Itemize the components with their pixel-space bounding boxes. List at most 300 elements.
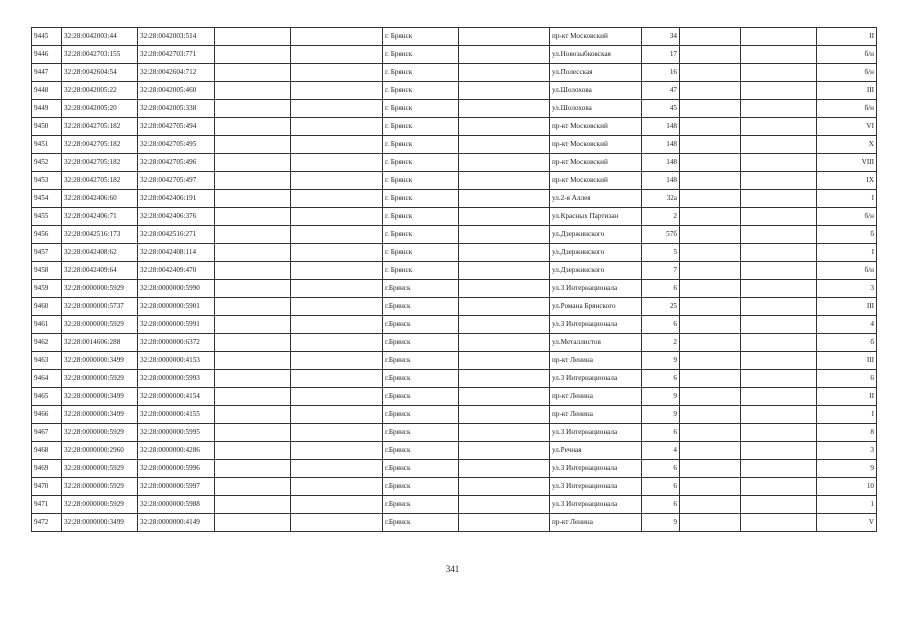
cell-city: г. Брянск xyxy=(383,226,459,244)
cell-empty-column-11 xyxy=(741,334,817,352)
table-row xyxy=(32,496,877,514)
cell-empty-column-10 xyxy=(680,280,741,298)
cell-premise-number: б xyxy=(817,226,877,244)
cell-building-number: 32:28:0042005:338 xyxy=(138,100,215,118)
cell-house-number: 4 xyxy=(642,442,680,460)
cell-empty-column-10 xyxy=(680,244,741,262)
cell-building-number: 32:28:0000000:6372 xyxy=(138,334,215,352)
cell-empty-column-11 xyxy=(741,298,817,316)
cell-row-number: 9466 xyxy=(32,406,62,424)
cell-city: г.Брянск xyxy=(383,316,459,334)
cell-premise-number: 3 xyxy=(817,442,877,460)
cell-empty-column-4 xyxy=(215,424,291,442)
cell-empty-column-4 xyxy=(215,64,291,82)
cell-premise-number: IX xyxy=(817,172,877,190)
cell-city: г. Брянск xyxy=(383,262,459,280)
cell-empty-column-10 xyxy=(680,136,741,154)
cell-premise-number: 8 xyxy=(817,424,877,442)
cell-empty-column-10 xyxy=(680,118,741,136)
cell-street: ул.Дзержинского xyxy=(550,262,642,280)
cell-row-number: 9445 xyxy=(32,28,62,46)
cell-city: г.Брянск xyxy=(383,298,459,316)
cell-row-number: 9460 xyxy=(32,298,62,316)
cell-empty-column-5 xyxy=(291,316,383,334)
cell-row-number: 9454 xyxy=(32,190,62,208)
cell-land-parcel-number: 32:28:0042409:64 xyxy=(62,262,138,280)
cell-house-number: 6 xyxy=(642,478,680,496)
cell-street: пр-кт Ленина xyxy=(550,352,642,370)
cell-empty-column-11 xyxy=(741,64,817,82)
cell-empty-column-5 xyxy=(291,226,383,244)
cell-building-number: 32:28:0000000:4149 xyxy=(138,514,215,532)
table-row xyxy=(32,388,877,406)
cell-city: г.Брянск xyxy=(383,478,459,496)
cell-building-number: 32:28:0042705:495 xyxy=(138,136,215,154)
cell-land-parcel-number: 32:28:0042005:22 xyxy=(62,82,138,100)
cell-empty-column-11 xyxy=(741,280,817,298)
cell-row-number: 9464 xyxy=(32,370,62,388)
cell-city: г.Брянск xyxy=(383,280,459,298)
table-row xyxy=(32,514,877,532)
table-row xyxy=(32,100,877,118)
cell-building-number: 32:28:0042705:497 xyxy=(138,172,215,190)
cell-empty-column-7 xyxy=(459,478,550,496)
cell-empty-column-7 xyxy=(459,154,550,172)
cell-premise-number: б/н xyxy=(817,64,877,82)
cell-building-number: 32:28:0000000:5993 xyxy=(138,370,215,388)
cell-empty-column-7 xyxy=(459,226,550,244)
cell-street: пр-кт Ленина xyxy=(550,406,642,424)
cell-house-number: 25 xyxy=(642,298,680,316)
cell-empty-column-7 xyxy=(459,334,550,352)
cell-building-number: 32:28:0042409:470 xyxy=(138,262,215,280)
cell-row-number: 9469 xyxy=(32,460,62,478)
cell-empty-column-4 xyxy=(215,46,291,64)
cell-empty-column-7 xyxy=(459,514,550,532)
cell-house-number: 47 xyxy=(642,82,680,100)
cell-premise-number: V xyxy=(817,514,877,532)
cell-city: г. Брянск xyxy=(383,154,459,172)
cell-empty-column-11 xyxy=(741,316,817,334)
cell-empty-column-10 xyxy=(680,208,741,226)
cell-row-number: 9462 xyxy=(32,334,62,352)
cell-empty-column-10 xyxy=(680,442,741,460)
cell-empty-column-11 xyxy=(741,370,817,388)
cell-premise-number: б/н xyxy=(817,46,877,64)
cell-building-number: 32:28:0000000:4155 xyxy=(138,406,215,424)
cell-empty-column-7 xyxy=(459,388,550,406)
registry-table xyxy=(31,27,877,532)
cell-street: пр-кт Ленина xyxy=(550,514,642,532)
cell-empty-column-11 xyxy=(741,388,817,406)
cell-empty-column-4 xyxy=(215,118,291,136)
cell-street: ул.Новозыбковская xyxy=(550,46,642,64)
cell-building-number: 32:28:0042408:114 xyxy=(138,244,215,262)
cell-row-number: 9467 xyxy=(32,424,62,442)
cell-house-number: 6 xyxy=(642,496,680,514)
cell-land-parcel-number: 32:28:0000000:2960 xyxy=(62,442,138,460)
cell-city: г. Брянск xyxy=(383,64,459,82)
cell-row-number: 9470 xyxy=(32,478,62,496)
cell-street: ул.3 Интернационала xyxy=(550,316,642,334)
table-row xyxy=(32,82,877,100)
cell-empty-column-4 xyxy=(215,28,291,46)
table-row xyxy=(32,136,877,154)
cell-street: ул.2-я Аллея xyxy=(550,190,642,208)
cell-empty-column-10 xyxy=(680,298,741,316)
cell-empty-column-11 xyxy=(741,496,817,514)
cell-city: г.Брянск xyxy=(383,424,459,442)
cell-empty-column-7 xyxy=(459,262,550,280)
cell-empty-column-10 xyxy=(680,388,741,406)
cell-premise-number: I xyxy=(817,244,877,262)
cell-empty-column-11 xyxy=(741,28,817,46)
table-body xyxy=(32,28,877,532)
cell-empty-column-11 xyxy=(741,442,817,460)
table-row xyxy=(32,208,877,226)
cell-house-number: 6 xyxy=(642,460,680,478)
cell-empty-column-5 xyxy=(291,496,383,514)
cell-empty-column-10 xyxy=(680,226,741,244)
cell-building-number: 32:28:0042005:460 xyxy=(138,82,215,100)
cell-empty-column-11 xyxy=(741,478,817,496)
cell-premise-number: I xyxy=(817,406,877,424)
cell-premise-number: III xyxy=(817,298,877,316)
cell-empty-column-10 xyxy=(680,82,741,100)
cell-empty-column-7 xyxy=(459,64,550,82)
cell-building-number: 32:28:0042406:376 xyxy=(138,208,215,226)
cell-empty-column-11 xyxy=(741,190,817,208)
cell-land-parcel-number: 32:28:0042406:60 xyxy=(62,190,138,208)
cell-empty-column-7 xyxy=(459,136,550,154)
cell-street: пр-кт Московский xyxy=(550,28,642,46)
cell-empty-column-5 xyxy=(291,334,383,352)
cell-empty-column-4 xyxy=(215,496,291,514)
cell-empty-column-7 xyxy=(459,190,550,208)
cell-empty-column-11 xyxy=(741,100,817,118)
cell-land-parcel-number: 32:28:0042005:20 xyxy=(62,100,138,118)
cell-row-number: 9468 xyxy=(32,442,62,460)
cell-street: ул.Металлистов xyxy=(550,334,642,352)
cell-empty-column-10 xyxy=(680,406,741,424)
cell-street: ул.Романа Брянского xyxy=(550,298,642,316)
cell-empty-column-4 xyxy=(215,478,291,496)
cell-empty-column-4 xyxy=(215,136,291,154)
cell-empty-column-5 xyxy=(291,460,383,478)
cell-premise-number: б/н xyxy=(817,100,877,118)
cell-row-number: 9452 xyxy=(32,154,62,172)
cell-city: г. Брянск xyxy=(383,118,459,136)
cell-premise-number: 1 xyxy=(817,496,877,514)
cell-empty-column-7 xyxy=(459,172,550,190)
table-row xyxy=(32,64,877,82)
cell-empty-column-5 xyxy=(291,442,383,460)
cell-empty-column-5 xyxy=(291,280,383,298)
cell-empty-column-7 xyxy=(459,280,550,298)
table-row xyxy=(32,298,877,316)
cell-empty-column-11 xyxy=(741,208,817,226)
cell-empty-column-10 xyxy=(680,190,741,208)
table-row xyxy=(32,46,877,64)
cell-empty-column-7 xyxy=(459,118,550,136)
cell-building-number: 32:28:0000000:5996 xyxy=(138,460,215,478)
cell-land-parcel-number: 32:28:0042406:71 xyxy=(62,208,138,226)
cell-land-parcel-number: 32:28:0042408:62 xyxy=(62,244,138,262)
cell-premise-number: VIII xyxy=(817,154,877,172)
cell-city: г.Брянск xyxy=(383,334,459,352)
cell-empty-column-5 xyxy=(291,28,383,46)
cell-row-number: 9449 xyxy=(32,100,62,118)
cell-empty-column-10 xyxy=(680,460,741,478)
cell-house-number: 5 xyxy=(642,244,680,262)
cell-empty-column-5 xyxy=(291,190,383,208)
table-row xyxy=(32,442,877,460)
cell-empty-column-4 xyxy=(215,460,291,478)
cell-house-number: 148 xyxy=(642,172,680,190)
table-row xyxy=(32,280,877,298)
cell-house-number: 9 xyxy=(642,352,680,370)
cell-premise-number: б/н xyxy=(817,208,877,226)
cell-land-parcel-number: 32:28:0000000:3499 xyxy=(62,514,138,532)
cell-empty-column-4 xyxy=(215,388,291,406)
cell-city: г. Брянск xyxy=(383,190,459,208)
cell-row-number: 9457 xyxy=(32,244,62,262)
cell-premise-number: II xyxy=(817,388,877,406)
cell-land-parcel-number: 32:28:0000000:3499 xyxy=(62,388,138,406)
cell-empty-column-4 xyxy=(215,100,291,118)
cell-street: ул.3 Интернационала xyxy=(550,370,642,388)
cell-empty-column-11 xyxy=(741,46,817,64)
table-row xyxy=(32,316,877,334)
cell-empty-column-5 xyxy=(291,118,383,136)
cell-empty-column-5 xyxy=(291,370,383,388)
cell-street: пр-кт Московский xyxy=(550,118,642,136)
cell-empty-column-7 xyxy=(459,424,550,442)
table-row xyxy=(32,154,877,172)
cell-land-parcel-number: 32:28:0000000:5929 xyxy=(62,280,138,298)
cell-row-number: 9447 xyxy=(32,64,62,82)
cell-house-number: 45 xyxy=(642,100,680,118)
cell-empty-column-11 xyxy=(741,154,817,172)
cell-premise-number: б xyxy=(817,334,877,352)
cell-empty-column-5 xyxy=(291,154,383,172)
cell-building-number: 32:28:0000000:5990 xyxy=(138,280,215,298)
cell-house-number: 9 xyxy=(642,388,680,406)
cell-empty-column-4 xyxy=(215,370,291,388)
cell-land-parcel-number: 32:28:0042705:182 xyxy=(62,172,138,190)
cell-empty-column-7 xyxy=(459,496,550,514)
cell-empty-column-7 xyxy=(459,370,550,388)
cell-land-parcel-number: 32:28:0000000:5929 xyxy=(62,424,138,442)
cell-row-number: 9448 xyxy=(32,82,62,100)
cell-empty-column-5 xyxy=(291,100,383,118)
cell-empty-column-11 xyxy=(741,514,817,532)
cell-land-parcel-number: 32:28:0000000:5737 xyxy=(62,298,138,316)
cell-city: г.Брянск xyxy=(383,442,459,460)
cell-street: ул.Шолохова xyxy=(550,82,642,100)
cell-building-number: 32:28:0042703:771 xyxy=(138,46,215,64)
cell-empty-column-5 xyxy=(291,244,383,262)
cell-premise-number: III xyxy=(817,82,877,100)
cell-land-parcel-number: 32:28:0000000:5929 xyxy=(62,316,138,334)
cell-empty-column-11 xyxy=(741,406,817,424)
cell-empty-column-4 xyxy=(215,208,291,226)
cell-building-number: 32:28:0000000:4286 xyxy=(138,442,215,460)
cell-empty-column-4 xyxy=(215,298,291,316)
cell-land-parcel-number: 32:28:0042705:182 xyxy=(62,118,138,136)
cell-street: ул.Красных Партизан xyxy=(550,208,642,226)
cell-empty-column-7 xyxy=(459,460,550,478)
cell-empty-column-10 xyxy=(680,352,741,370)
cell-premise-number: VI xyxy=(817,118,877,136)
cell-house-number: 6 xyxy=(642,370,680,388)
cell-building-number: 32:28:0042705:496 xyxy=(138,154,215,172)
cell-land-parcel-number: 32:28:0042705:182 xyxy=(62,154,138,172)
cell-city: г.Брянск xyxy=(383,388,459,406)
cell-city: г. Брянск xyxy=(383,244,459,262)
cell-premise-number: II xyxy=(817,28,877,46)
cell-building-number: 32:28:0000000:5901 xyxy=(138,298,215,316)
table-row xyxy=(32,172,877,190)
cell-house-number: 148 xyxy=(642,154,680,172)
cell-empty-column-5 xyxy=(291,262,383,280)
cell-street: пр-кт Московский xyxy=(550,136,642,154)
cell-premise-number: 9 xyxy=(817,460,877,478)
cell-empty-column-10 xyxy=(680,154,741,172)
cell-empty-column-11 xyxy=(741,172,817,190)
cell-empty-column-11 xyxy=(741,352,817,370)
cell-city: г. Брянск xyxy=(383,82,459,100)
cell-city: г.Брянск xyxy=(383,406,459,424)
cell-house-number: 2 xyxy=(642,208,680,226)
cell-empty-column-4 xyxy=(215,352,291,370)
cell-empty-column-7 xyxy=(459,208,550,226)
cell-premise-number: 4 xyxy=(817,316,877,334)
cell-empty-column-4 xyxy=(215,172,291,190)
cell-empty-column-5 xyxy=(291,298,383,316)
cell-street: ул.3 Интернационала xyxy=(550,280,642,298)
cell-empty-column-5 xyxy=(291,82,383,100)
cell-row-number: 9456 xyxy=(32,226,62,244)
cell-row-number: 9465 xyxy=(32,388,62,406)
cell-empty-column-5 xyxy=(291,352,383,370)
cell-row-number: 9463 xyxy=(32,352,62,370)
cell-empty-column-5 xyxy=(291,208,383,226)
cell-building-number: 32:28:0000000:4153 xyxy=(138,352,215,370)
cell-empty-column-11 xyxy=(741,118,817,136)
cell-empty-column-4 xyxy=(215,316,291,334)
cell-empty-column-7 xyxy=(459,298,550,316)
cell-house-number: 9 xyxy=(642,514,680,532)
cell-street: ул.Полесская xyxy=(550,64,642,82)
table-row xyxy=(32,28,877,46)
cell-empty-column-4 xyxy=(215,334,291,352)
cell-premise-number: III xyxy=(817,352,877,370)
table-row xyxy=(32,370,877,388)
cell-empty-column-11 xyxy=(741,460,817,478)
cell-house-number: 2 xyxy=(642,334,680,352)
cell-row-number: 9458 xyxy=(32,262,62,280)
cell-house-number: 148 xyxy=(642,118,680,136)
page-number: 341 xyxy=(445,564,460,574)
cell-city: г. Брянск xyxy=(383,46,459,64)
cell-building-number: 32:28:0000000:5997 xyxy=(138,478,215,496)
cell-house-number: 57б xyxy=(642,226,680,244)
cell-empty-column-5 xyxy=(291,514,383,532)
table-row xyxy=(32,478,877,496)
cell-premise-number: б/н xyxy=(817,262,877,280)
cell-row-number: 9446 xyxy=(32,46,62,64)
cell-empty-column-10 xyxy=(680,28,741,46)
cell-empty-column-10 xyxy=(680,172,741,190)
cell-city: г.Брянск xyxy=(383,460,459,478)
cell-land-parcel-number: 32:28:0014606:288 xyxy=(62,334,138,352)
cell-row-number: 9459 xyxy=(32,280,62,298)
cell-street: ул.Дзержинского xyxy=(550,226,642,244)
table-row xyxy=(32,226,877,244)
cell-row-number: 9461 xyxy=(32,316,62,334)
cell-building-number: 32:28:0000000:5995 xyxy=(138,424,215,442)
cell-city: г.Брянск xyxy=(383,370,459,388)
table-row xyxy=(32,118,877,136)
cell-land-parcel-number: 32:28:0042003:44 xyxy=(62,28,138,46)
cell-land-parcel-number: 32:28:0000000:5929 xyxy=(62,370,138,388)
table-row xyxy=(32,406,877,424)
cell-empty-column-10 xyxy=(680,334,741,352)
cell-city: г.Брянск xyxy=(383,496,459,514)
cell-empty-column-4 xyxy=(215,406,291,424)
cell-empty-column-10 xyxy=(680,262,741,280)
cell-premise-number: X xyxy=(817,136,877,154)
cell-city: г. Брянск xyxy=(383,100,459,118)
cell-premise-number: 3 xyxy=(817,280,877,298)
cell-house-number: 6 xyxy=(642,316,680,334)
cell-land-parcel-number: 32:28:0042516:173 xyxy=(62,226,138,244)
cell-house-number: 16 xyxy=(642,64,680,82)
cell-street: пр-кт Ленина xyxy=(550,388,642,406)
cell-house-number: 32а xyxy=(642,190,680,208)
cell-empty-column-5 xyxy=(291,424,383,442)
cell-street: ул.3 Интернационала xyxy=(550,424,642,442)
table-row xyxy=(32,352,877,370)
cell-premise-number: I xyxy=(817,190,877,208)
cell-street: ул.Дзержинского xyxy=(550,244,642,262)
cell-empty-column-7 xyxy=(459,316,550,334)
cell-city: г.Брянск xyxy=(383,514,459,532)
cell-row-number: 9455 xyxy=(32,208,62,226)
table-row xyxy=(32,262,877,280)
cell-empty-column-7 xyxy=(459,352,550,370)
cell-empty-column-4 xyxy=(215,244,291,262)
cell-land-parcel-number: 32:28:0000000:5929 xyxy=(62,496,138,514)
cell-premise-number: 10 xyxy=(817,478,877,496)
cell-city: г. Брянск xyxy=(383,172,459,190)
cell-empty-column-5 xyxy=(291,388,383,406)
cell-city: г. Брянск xyxy=(383,136,459,154)
cell-land-parcel-number: 32:28:0000000:5929 xyxy=(62,478,138,496)
cell-empty-column-5 xyxy=(291,478,383,496)
cell-empty-column-7 xyxy=(459,244,550,262)
cell-land-parcel-number: 32:28:0000000:3499 xyxy=(62,406,138,424)
table-row xyxy=(32,244,877,262)
cell-street: пр-кт Московский xyxy=(550,172,642,190)
cell-empty-column-10 xyxy=(680,514,741,532)
cell-empty-column-7 xyxy=(459,406,550,424)
cell-city: г. Брянск xyxy=(383,28,459,46)
cell-empty-column-5 xyxy=(291,406,383,424)
cell-empty-column-4 xyxy=(215,280,291,298)
cell-land-parcel-number: 32:28:0042604:54 xyxy=(62,64,138,82)
